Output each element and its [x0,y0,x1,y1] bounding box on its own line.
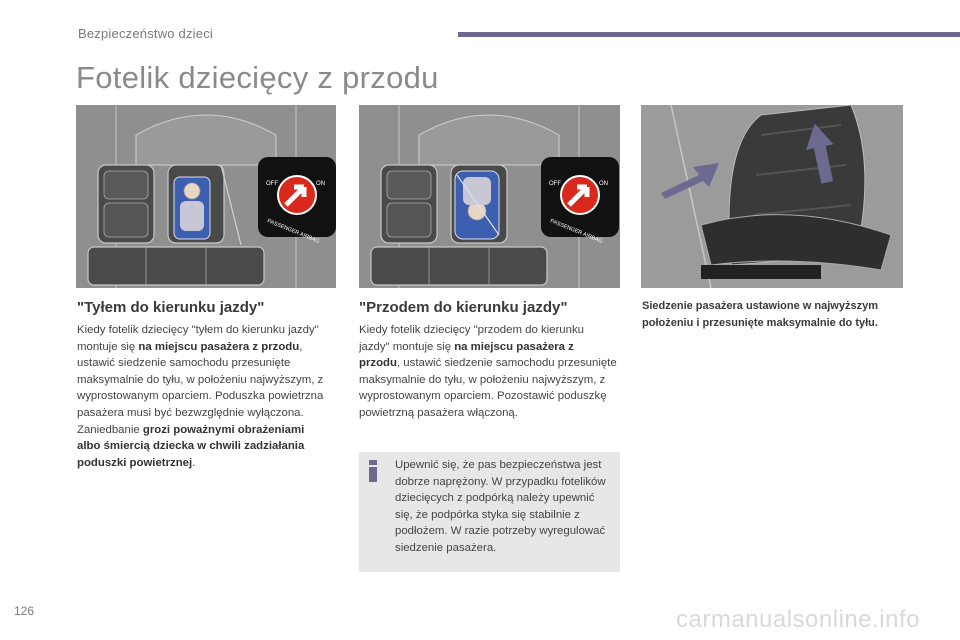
forward-facing-seat-illustration [359,105,620,288]
rear-facing-heading: "Tyłem do kierunku jazdy" [77,299,265,316]
rear-facing-bold-warning: grozi poważnymi obrażeniami albo śmiercią dziecka w chwili zadziałania poduszki powietrznej [77,423,305,469]
forward-facing-heading: "Przodem do kierunku jazdy" [359,299,568,316]
seat-adjustment-illustration [641,105,903,288]
page-number: 126 [14,604,35,618]
rear-facing-text-part: , ustawić siedzenie samochodu przesunięte maksymalnie do tyłu, w położeniu najwyższym, z wyprostowanym oparciem. Poduszka powietrzna pasażera musi być bezwzględnie wyłączona. Zaniedbanie [77,340,324,436]
seat-caption: Siedzenie pasażera ustawione w najwyższym położeniu i przesunięte maksymalnie do tyłu. [642,300,878,329]
airbag-on-label: ON [599,181,608,187]
airbag-on-label: ON [316,181,325,187]
header-bar [458,32,960,37]
passenger-airbag-label: PASSENGER AIRBAG [266,218,321,245]
passenger-airbag-label: PASSENGER AIRBAG [549,218,604,245]
airbag-off-label: OFF [549,181,561,187]
section-label: Bezpieczeństwo dzieci [78,26,213,41]
rear-facing-text-part: Kiedy fotelik dziecięcy "tyłem do kierunku jazdy" montuje się [77,324,319,353]
forward-facing-text [359,322,617,422]
info-icon [367,460,379,482]
rear-facing-seat-illustration [76,105,336,288]
airbag-off-label: OFF [266,181,278,187]
watermark: carmanualsonline.info [676,606,920,633]
forward-facing-text-part: , ustawić siedzenie samochodu przesunięte maksymalnie do tyłu, w położeniu najwyższym, z wyprostowanym oparciem. Pozostawić poduszkę powietrzną pasażera włączoną. [359,357,617,419]
info-text: Upewnić się, że pas bezpieczeństwa jest dobrze naprężony. W przypadku fotelików dziecięcych z podpórką należy upewnić się, że podpórka styka się stabilnie z podłożem. W razie potrzeby wyregulować siedzenie pasażera. [395,459,606,554]
rear-facing-text-part: . [192,456,196,469]
rear-facing-text [77,322,329,471]
forward-facing-text-part: Kiedy fotelik dziecięcy "przodem do kierunku jazdy" montuje się [359,324,585,353]
page-title: Fotelik dziecięcy z przodu [76,60,439,95]
info-box [359,452,620,572]
rear-facing-bold-location: na miejscu pasażera z przodu [138,340,300,353]
forward-facing-bold-location: na miejscu pasażera z przodu [359,340,574,370]
